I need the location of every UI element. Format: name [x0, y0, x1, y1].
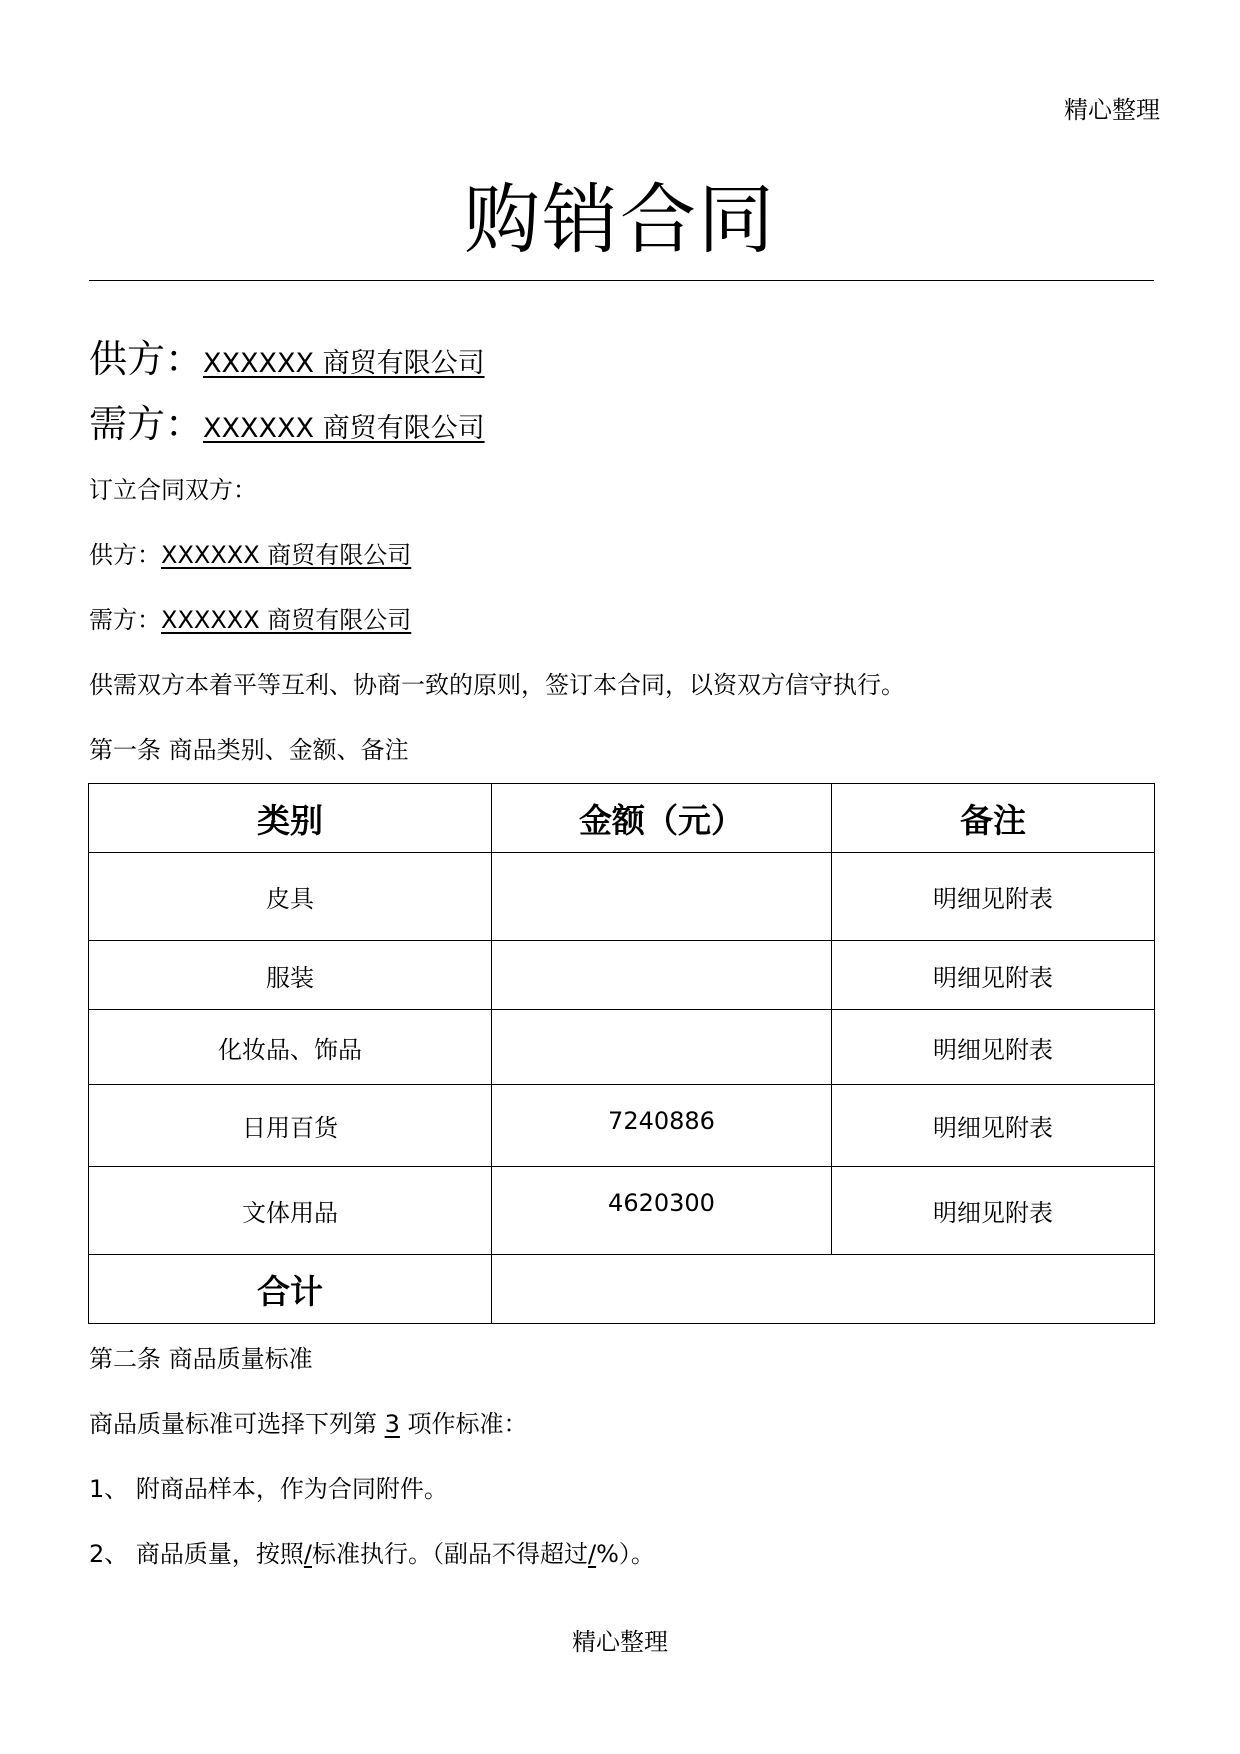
- table-row: [89, 853, 1155, 941]
- supplier-label-large: 供方：: [89, 337, 204, 381]
- supplier-label: 供方：: [89, 541, 161, 569]
- buyer-label-large: 需方：: [89, 402, 204, 446]
- table-header-row: [89, 784, 1155, 853]
- quality-intro: [89, 1408, 528, 1440]
- item2-text-b: 标准执行。（副品不得超过: [312, 1540, 588, 1568]
- row-note: 明细见附表: [832, 1010, 1155, 1085]
- item2-text-a: 2、 商品质量，按照: [89, 1540, 304, 1568]
- table-row: [89, 1010, 1155, 1085]
- buyer-line: [89, 604, 411, 636]
- supplier-line: [89, 539, 411, 571]
- header-note: 备注: [832, 784, 1155, 853]
- intro-label: 订立合同双方：: [89, 476, 257, 504]
- row-amount: [492, 853, 832, 941]
- total-value: [492, 1255, 1155, 1324]
- buyer-name: XXXXXX 商贸有限公司: [161, 606, 412, 634]
- footer-note: 精心整理: [572, 1628, 668, 1656]
- header-category: 类别: [89, 784, 492, 853]
- row-amount: 7240886: [492, 1085, 832, 1167]
- header-note: 精心整理: [1064, 96, 1160, 124]
- item2-text-c: %）。: [596, 1540, 655, 1568]
- item2-blank-standard: /: [303, 1540, 312, 1568]
- table-row: [89, 941, 1155, 1010]
- row-amount: [492, 1010, 832, 1085]
- document-title: 购销合同: [464, 175, 776, 264]
- item2-blank-percent: /: [588, 1540, 597, 1568]
- row-note: 明细见附表: [832, 1167, 1155, 1255]
- goods-table: [88, 783, 1155, 1324]
- article1-title: 第一条 商品类别、金额、备注: [89, 736, 409, 764]
- quality-choice: 3: [384, 1410, 400, 1438]
- table-row: [89, 1167, 1155, 1255]
- row-category: 文体用品: [89, 1167, 492, 1255]
- row-note: 明细见附表: [832, 941, 1155, 1010]
- quality-item-2: [89, 1538, 655, 1570]
- article2-title: 第二条 商品质量标准: [89, 1345, 313, 1373]
- row-category: 日用百货: [89, 1085, 492, 1167]
- total-label: 合计: [89, 1255, 492, 1324]
- row-category: 皮具: [89, 853, 492, 941]
- quality-item-1: 1、 附商品样本，作为合同附件。: [89, 1475, 448, 1503]
- preamble: 供需双方本着平等互利、协商一致的原则，签订本合同，以资双方信守执行。: [89, 671, 905, 699]
- table-row: [89, 1085, 1155, 1167]
- title-divider: [89, 280, 1154, 281]
- row-amount: [492, 941, 832, 1010]
- supplier-name: XXXXXX 商贸有限公司: [161, 541, 412, 569]
- row-note: 明细见附表: [832, 853, 1155, 941]
- supplier-line-large: [89, 336, 485, 387]
- header-amount: 金额（元）: [492, 784, 832, 853]
- table-total-row: [89, 1255, 1155, 1324]
- supplier-name-large: XXXXXX 商贸有限公司: [203, 348, 485, 379]
- buyer-line-large: [89, 401, 485, 452]
- row-amount: 4620300: [492, 1167, 832, 1255]
- buyer-label: 需方：: [89, 606, 161, 634]
- quality-intro-prefix: 商品质量标准可选择下列第: [89, 1410, 385, 1438]
- quality-intro-suffix: 项作标准：: [399, 1410, 528, 1438]
- buyer-name-large: XXXXXX 商贸有限公司: [203, 413, 485, 444]
- row-category: 化妆品、饰品: [89, 1010, 492, 1085]
- row-category: 服装: [89, 941, 492, 1010]
- row-note: 明细见附表: [832, 1085, 1155, 1167]
